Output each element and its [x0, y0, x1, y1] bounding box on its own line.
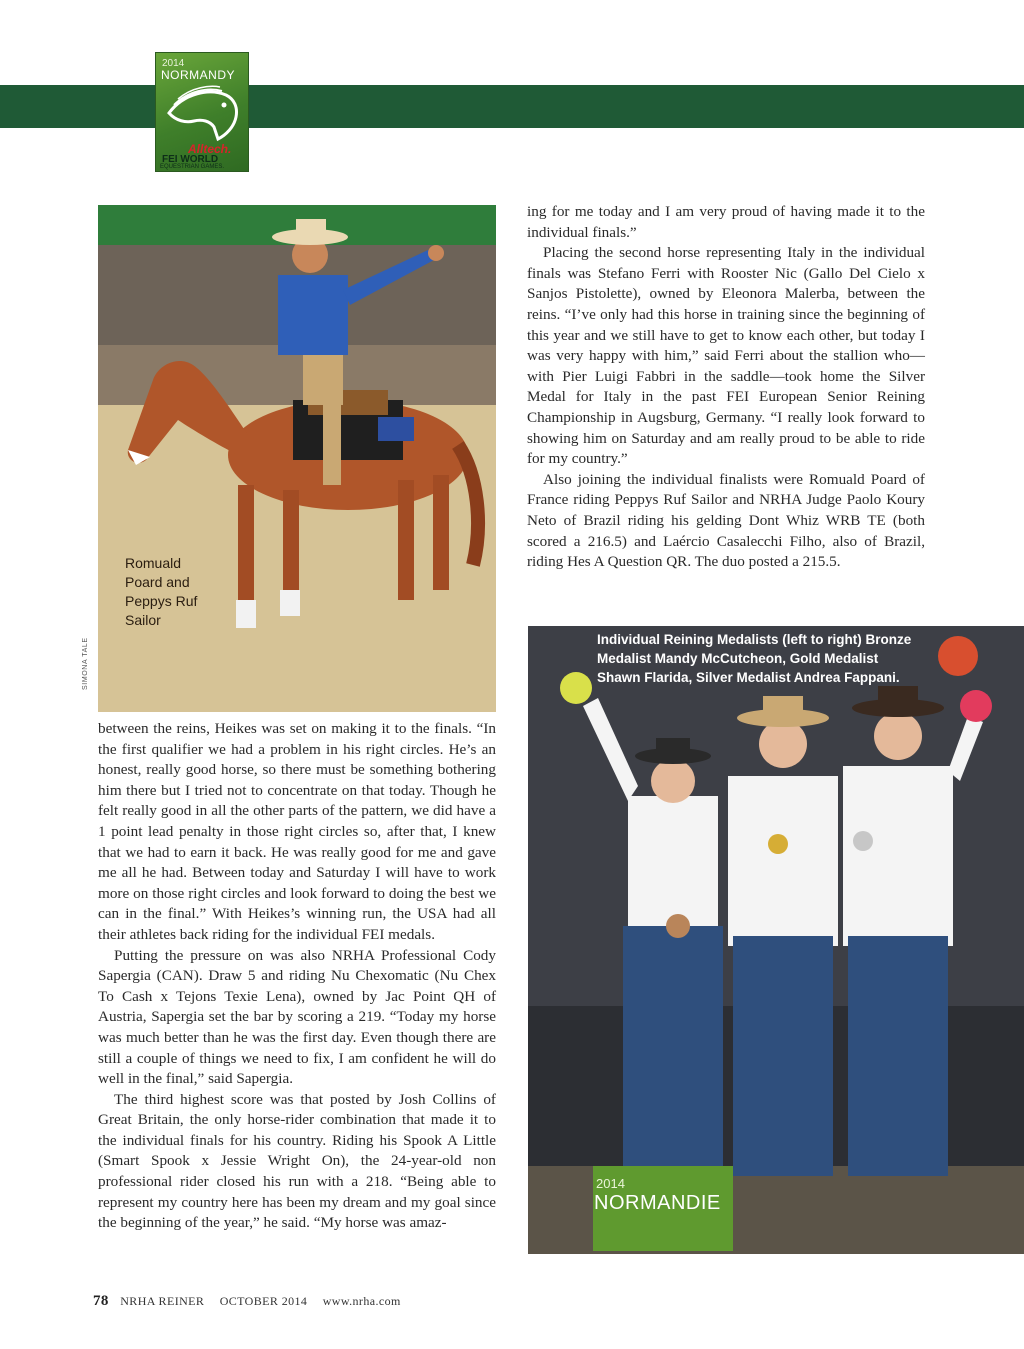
- issue-date: OCTOBER 2014: [219, 1294, 308, 1308]
- logo-year: 2014: [162, 58, 185, 69]
- paragraph: between the reins, Heikes was set on making it to the finals. “In the first qualifier we had a problem in his right circles. He’s an honest, really good horse, so there must be something bothering him there but I tried not to concentrate on that today. Though he felt really good in all the other parts of the pattern, we did have a 1 point lead penalty in those right circles so, after that, I knew that we had to earn it back. He was really good for me and gave me all he had. Between today and Saturday I will have to work more on those right circles and look forward to doing the best we can in the final.” With Heikes’s winning run, the USA had all their athletes back riding for the individual FEI medals.: [98, 720, 496, 943]
- paragraph: Also joining the individual finalists were Romuald Poard of France riding Peppys Ruf Sailor and NRHA Judge Paolo Koury Neto of Brazil riding his gelding Dont Whiz WRB TE (both scored a 216.5) and Laércio Casalecchi Filho, also of Brazil, riding Hes A Question QR. The duo posted a 215.5.: [527, 470, 925, 571]
- header-band: [0, 85, 1024, 128]
- sign-year: 2014: [596, 1176, 625, 1191]
- page-footer: [93, 1293, 401, 1310]
- photo-credit: SIMONA TALE: [82, 637, 89, 690]
- paragraph: The third highest score was that posted by Josh Collins of Great Britain, the only horse-rider combination that made it to the individual finals for his country. Riding his Spook A Little (Smart Spook x Jessie Wright On), the 24-year-old non professional rider closed his run with a 218. “Being able to represent my country here has been my dream and my goal since the beginning of the year,” he said. “My horse was amaz-: [98, 1090, 496, 1232]
- magazine-name: NRHA REINER: [120, 1294, 205, 1308]
- logo-games: EQUESTRIAN GAMES.: [160, 164, 225, 170]
- photo-horse-rider: [98, 205, 496, 712]
- photo-medalists: [528, 626, 1024, 1254]
- photo-caption-romuald: Romuald Poard and Peppys Ruf Sailor: [125, 555, 198, 628]
- photo-caption-medalists: Individual Reining Medalists (left to right) Bronze Medalist Mandy McCutcheon, Gold Medalist Shawn Flarida, Silver Medalist Andrea Fappani.: [597, 632, 912, 685]
- logo-series: FEI WORLD: [162, 154, 219, 165]
- horse-rider-illustration: [98, 205, 496, 712]
- article-column-left: [98, 719, 496, 1234]
- horse-head-icon: [164, 83, 244, 143]
- logo-region: NORMANDY: [161, 68, 236, 82]
- paragraph: ing for me today and I am very proud of having made it to the individual finals.”: [527, 203, 925, 241]
- medalists-illustration: [528, 626, 1024, 1254]
- event-logo: [155, 52, 249, 172]
- page-number: 78: [93, 1293, 109, 1309]
- website-link[interactable]: www.nrha.com: [322, 1294, 401, 1308]
- article-column-right: [527, 202, 925, 573]
- paragraph: Placing the second horse representing Italy in the individual finals was Stefano Ferri with Rooster Nic (Gallo Del Cielo x Sanjos Pistolette), owned by Eleonora Malerba, between the reins. “I’ve only had this horse in training since the beginning of this year and we still have to get to know each other, but today I was very happy with him,” said Ferri about the stallion who—with Pier Luigi Fabbri in the saddle—took home the Silver Medal for Italy in the past FEI European Senior Reining Championship in Augsburg, Germany. “I really look forward to showing him on Saturday and am really proud to be able to ride for my country.”: [527, 244, 925, 468]
- logo-sponsor: Alltech.: [188, 142, 232, 156]
- sign-region: NORMANDIE: [594, 1192, 721, 1214]
- paragraph: Putting the pressure on was also NRHA Professional Cody Sapergia (CAN). Draw 5 and riding Nu Chexomatic (Nu Chex To Cash x Tejons Texie Lena), owned by Jac Point QH of Austria, Sapergia set the bar by scoring a 219. “Today my horse was much better than he was the first day. Even though there are still a couple of things we need to fix, I am confident he will do well in the final,” said Sapergia.: [98, 946, 496, 1088]
